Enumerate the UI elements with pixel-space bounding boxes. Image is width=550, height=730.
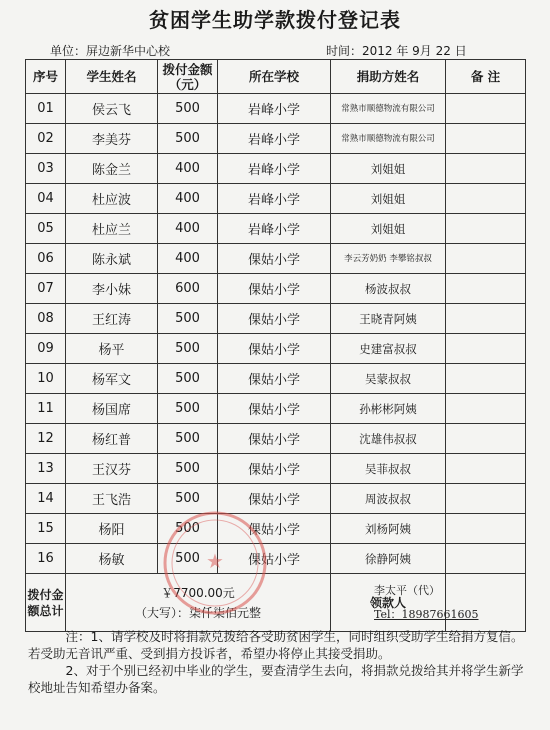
table-row [26,454,526,484]
row-donor: 杨波叔叔 [331,274,446,304]
row-amount: 600 [158,274,218,304]
row-no: 03 [26,154,66,184]
row-no: 16 [26,544,66,574]
row-amount: 400 [158,184,218,214]
row-no: 01 [26,94,66,124]
row-school: 倮姑小学 [218,244,331,274]
row-no: 15 [26,514,66,544]
row-amount: 500 [158,304,218,334]
table-row [26,334,526,364]
table-row [26,184,526,214]
row-amount: 500 [158,514,218,544]
row-no: 10 [26,364,66,394]
row-donor: 周波叔叔 [331,484,446,514]
row-student-name: 杜应波 [66,184,158,214]
row-donor: 常熟市顺德物流有限公司 [331,124,446,154]
row-amount: 500 [158,544,218,574]
row-school: 岩峰小学 [218,94,331,124]
row-student-name: 杜应兰 [66,214,158,244]
row-note [446,274,526,304]
signature-block [374,579,524,635]
row-no: 02 [26,124,66,154]
row-note [446,364,526,394]
table-row [26,124,526,154]
header-note: 备 注 [446,60,526,94]
row-student-name: 杨阳 [66,514,158,544]
row-donor: 史建富叔叔 [331,334,446,364]
row-no: 12 [26,424,66,454]
row-donor: 李云芳奶奶 李攀铭叔叔 [331,244,446,274]
row-note [446,214,526,244]
header-row [26,60,526,94]
header-school: 所在学校 [218,60,331,94]
row-school: 倮姑小学 [218,544,331,574]
row-no: 06 [26,244,66,274]
row-note [446,394,526,424]
table-row [26,544,526,574]
row-amount: 500 [158,94,218,124]
unit-label: 单位：屏边新华中心校 [50,44,171,58]
total-label: 拨付金额总计 [26,574,66,632]
row-amount: 500 [158,334,218,364]
total-amount-capital: （大写）：柒仟柒佰元整 [134,605,261,620]
row-school: 岩峰小学 [218,214,331,244]
table-row [26,394,526,424]
row-note [446,244,526,274]
table-row [26,424,526,454]
row-student-name: 杨敏 [66,544,158,574]
total-amount-cell [66,574,331,632]
table-row [26,274,526,304]
row-donor: 刘姐姐 [331,154,446,184]
row-note [446,334,526,364]
row-amount: 400 [158,244,218,274]
row-student-name: 陈永斌 [66,244,158,274]
row-student-name: 侯云飞 [66,94,158,124]
row-note [446,184,526,214]
row-school: 倮姑小学 [218,484,331,514]
row-school: 岩峰小学 [218,154,331,184]
row-school: 倮姑小学 [218,394,331,424]
svg-text:★: ★ [206,549,224,573]
row-school: 倮姑小学 [218,454,331,484]
note-1: 注：1、请学校及时将捐款兑拨给各受助贫困学生，同时组织受助学生给捐方复信。若受助无音讯严重、受到捐方投诉者，希望办将停止其接受捐助。 [28,629,524,661]
table-row [26,154,526,184]
row-note [446,544,526,574]
header-amount: 拨付金额（元） [158,60,218,94]
row-student-name: 杨平 [66,334,158,364]
row-amount: 500 [158,454,218,484]
row-school: 岩峰小学 [218,184,331,214]
row-no: 13 [26,454,66,484]
row-no: 14 [26,484,66,514]
row-amount: 500 [158,424,218,454]
date-label: 时间：2012 年 9月 22 日 [326,44,467,58]
row-school: 倮姑小学 [218,334,331,364]
row-amount: 500 [158,124,218,154]
table-row [26,484,526,514]
table-row [26,244,526,274]
row-note [446,484,526,514]
row-note [446,154,526,184]
row-no: 08 [26,304,66,334]
recipient-label: 领款人 [331,574,446,632]
table-row [26,304,526,334]
row-school: 倮姑小学 [218,304,331,334]
row-student-name: 王汉芬 [66,454,158,484]
row-donor: 刘杨阿姨 [331,514,446,544]
row-school: 倮姑小学 [218,364,331,394]
registration-table [25,59,526,632]
row-note [446,454,526,484]
row-amount: 400 [158,154,218,184]
row-amount: 500 [158,484,218,514]
row-school: 倮姑小学 [218,514,331,544]
recipient-tel: Tel：18987661605 [374,608,479,621]
table-row [26,94,526,124]
row-donor: 王晓青阿姨 [331,304,446,334]
row-amount: 500 [158,394,218,424]
row-student-name: 李美芬 [66,124,158,154]
row-student-name: 陈金兰 [66,154,158,184]
row-donor: 吴菲叔叔 [331,454,446,484]
row-amount: 400 [158,214,218,244]
row-student-name: 王飞浩 [66,484,158,514]
table-row [26,514,526,544]
row-donor: 沈雄伟叔叔 [331,424,446,454]
row-no: 05 [26,214,66,244]
row-no: 11 [26,394,66,424]
row-donor: 徐静阿姨 [331,544,446,574]
header-name: 学生姓名 [66,60,158,94]
row-donor: 吴蒙叔叔 [331,364,446,394]
row-student-name: 杨红普 [66,424,158,454]
row-school: 倮姑小学 [218,424,331,454]
row-no: 09 [26,334,66,364]
header-donor: 捐助方姓名 [331,60,446,94]
row-school: 岩峰小学 [218,124,331,154]
note-2: 2、对于个别已经初中毕业的学生，要查清学生去向，将捐款兑拨给其并将学生新学校地址告知希望办备案。 [28,663,524,695]
row-student-name: 杨国席 [66,394,158,424]
notes-block [28,628,528,696]
row-student-name: 王红涛 [66,304,158,334]
row-donor: 刘姐姐 [331,214,446,244]
row-student-name: 李小妹 [66,274,158,304]
table-row [26,364,526,394]
recipient-signature: 李太平（代） [374,584,440,597]
header-no: 序号 [26,60,66,94]
row-note [446,514,526,544]
row-donor: 刘姐姐 [331,184,446,214]
row-note [446,94,526,124]
row-no: 04 [26,184,66,214]
row-no: 07 [26,274,66,304]
row-note [446,424,526,454]
row-donor: 孙彬彬阿姨 [331,394,446,424]
row-note [446,304,526,334]
total-amount: ￥7700.00元 [161,585,235,600]
row-amount: 500 [158,364,218,394]
row-donor: 常熟市顺德物流有限公司 [331,94,446,124]
form-title: 贫困学生助学款拨付登记表 [149,8,401,32]
row-school: 倮姑小学 [218,274,331,304]
row-student-name: 杨军文 [66,364,158,394]
row-note [446,124,526,154]
table-row [26,214,526,244]
